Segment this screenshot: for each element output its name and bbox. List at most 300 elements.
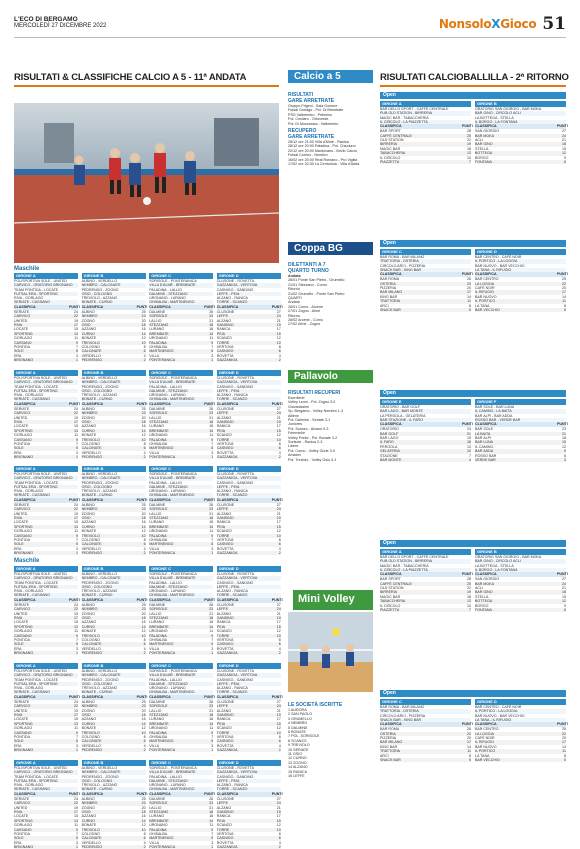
results-block (217, 370, 281, 459)
team-points: 11 (562, 299, 566, 304)
team-points: 6 (143, 836, 146, 841)
team-name: CALCINATE (81, 446, 102, 451)
list-line: Futsal Gorlago - Pol. Di Brembate (288, 108, 344, 113)
result-text: CASNIGO - GANDINO (216, 774, 254, 779)
team-points: 16 (467, 594, 471, 599)
team-points: 26 (209, 602, 214, 607)
team-name: PALADINA (149, 533, 167, 538)
team-points: 4 (143, 840, 146, 845)
team-name: AZZANO (81, 814, 97, 819)
standings-header-points: PUNTI (462, 572, 473, 577)
team-name: ERA (14, 840, 22, 845)
team-name: OSTERIA (380, 731, 396, 736)
result-text: PEDRENGO - ZOGNO (81, 287, 119, 292)
standings-header-label: CLASSIFICA (380, 124, 402, 129)
standings-header-label: CLASSIFICA (14, 694, 36, 699)
team-points: 6 (564, 607, 566, 612)
standings-header-points: PUNTI (204, 791, 215, 796)
team-name: LALLIO (149, 511, 162, 516)
standings-header-points: PUNTI (462, 722, 473, 727)
results-list (380, 705, 471, 722)
team-name: VERDELLO (81, 840, 101, 845)
girone-name: GIRONE B (83, 663, 104, 668)
team-name: PONTIDA (14, 537, 30, 542)
team-name: IL CIRCOLO (380, 155, 401, 160)
team-name: CASNIGO (216, 542, 234, 547)
team-name: CLUSONE (216, 309, 235, 314)
list-line: PSG Valbrembo - Petosino (288, 112, 332, 117)
team-name: IL CAMINO (475, 444, 494, 449)
team-points: 23 (562, 427, 566, 432)
team-points: 17 (467, 290, 471, 295)
results-block (380, 549, 471, 612)
team-name: TABACCHERIA (380, 151, 406, 156)
team-name: PONTIDA (14, 637, 30, 642)
team-name: VERDELLO (81, 353, 101, 358)
team-name: BAR GINO (475, 590, 493, 595)
team-points: 19 (74, 415, 78, 420)
result-text: GAZZANIGA - VERTOVA (216, 476, 258, 481)
team-points: 13 (74, 331, 78, 336)
results-block (475, 549, 566, 612)
team-name: TREVIOLO (81, 730, 100, 735)
team-points: 20 (141, 708, 146, 713)
team-name: SCANZO (216, 336, 232, 341)
team-points: 8 (143, 344, 146, 349)
team-name: CASNIGO (216, 739, 234, 744)
team-points: 5 (469, 757, 471, 762)
team-points: 19 (467, 590, 471, 595)
team-name: VILLA (149, 646, 159, 651)
standings-row (82, 748, 146, 752)
team-points: 12 (276, 726, 281, 731)
masthead (14, 14, 566, 38)
team-name: RIVA (14, 515, 23, 520)
standings-row (475, 608, 566, 612)
list-line: Pol. Di Mozzanica - Valbrembo (288, 121, 339, 126)
result-text: FUTSAL ERA - SPORTING (14, 681, 58, 686)
team-name: SOLE (14, 642, 24, 647)
standings-row (149, 845, 213, 849)
team-name: RIVA (14, 712, 23, 717)
team-name: CARVICO (14, 801, 31, 806)
results-block (217, 566, 281, 655)
team-points: 9 (211, 533, 214, 538)
team-points: 16 (141, 424, 146, 429)
team-points: 23 (141, 704, 146, 709)
team-name: LALLIO (149, 318, 162, 323)
team-points: 14 (141, 524, 146, 529)
team-name: BAR VECCHIO (475, 307, 500, 312)
team-points: 4 (278, 840, 281, 845)
team-points: 17 (276, 520, 281, 525)
results-list (82, 376, 146, 402)
team-points: 6 (143, 739, 146, 744)
team-name: STEZZANO (149, 615, 169, 620)
team-points: 19 (467, 142, 471, 147)
team-name: BAR SPORT (380, 129, 401, 134)
standings-header-label: CLASSIFICA (149, 304, 171, 309)
team-name: OLD STATION (380, 137, 404, 142)
result-text: VILLA D'ALMÈ - BREMBATE (149, 673, 196, 678)
girone-name: GIRONE D (477, 249, 497, 254)
team-points: 24 (276, 411, 281, 416)
result-text: IL CIRCOLO - LA PIAZZETTA (380, 567, 428, 572)
girone-name: GIRONE A (16, 663, 36, 668)
team-points: 6 (278, 836, 281, 841)
team-points: 26 (467, 727, 471, 732)
team-points: 7 (469, 453, 471, 458)
team-points: 5 (564, 307, 566, 312)
team-name: UNITED (14, 415, 28, 420)
team-points: 21 (562, 137, 566, 142)
team-name: BORGO (475, 155, 489, 160)
list-line: Volley Ponte - Pol. Bonate 3-2 (288, 435, 338, 440)
team-points: 17 (276, 424, 281, 429)
team-points: 5 (76, 836, 78, 841)
team-name: MARTINENGO (149, 836, 174, 841)
team-name: TORRE (216, 827, 230, 832)
team-points: 15 (562, 594, 566, 599)
team-name: GANDINO (216, 615, 234, 620)
results-list (475, 107, 566, 124)
team-points: 21 (209, 318, 214, 323)
result-text: PALADINA - LALLIO (149, 287, 182, 292)
team-name: IL PORTICO (475, 299, 496, 304)
result-text: PALADINA - LALLIO (149, 480, 182, 485)
list-line: 27/01 Zogno - Almè (288, 309, 321, 314)
team-name: SOLE (14, 836, 24, 841)
team-points: 12 (141, 529, 146, 534)
standings-row (217, 748, 281, 752)
team-name: DALMINE (149, 602, 166, 607)
result-text: TEAM PONTIDA - LOCATE (14, 580, 59, 585)
standings-header-points: PUNTI (557, 572, 568, 577)
standings-header-points: PUNTI (271, 694, 283, 699)
list-line: 6 BONATE (288, 730, 306, 735)
team-points: 1 (76, 748, 78, 753)
result-text: FUTSAL ERA - SPORTING (14, 778, 58, 783)
results-block (380, 699, 471, 762)
result-text: URGNANO - LURANO (149, 686, 186, 691)
team-points: 22 (467, 585, 471, 590)
results-block (14, 370, 78, 459)
team-points: 21 (209, 805, 214, 810)
list-line: Ritorno (288, 287, 300, 292)
team-name: DALMINE (149, 406, 166, 411)
standings-header-points: PUNTI (204, 694, 215, 699)
standings-row (475, 308, 566, 312)
result-text: TORRE - SCANZO (216, 397, 248, 402)
team-points: 17 (276, 620, 281, 625)
team-name: PEIA (216, 721, 225, 726)
standings-header-points: PUNTI (69, 497, 80, 502)
team-points: 21 (276, 805, 281, 810)
recupero-list (288, 140, 373, 166)
team-name: GHISALBA (149, 734, 168, 739)
team-points: 5 (76, 542, 78, 547)
team-points: 19 (74, 805, 78, 810)
team-points: 24 (74, 309, 78, 314)
girone-name: GIRONE A (16, 566, 36, 571)
team-points: 15 (276, 524, 281, 529)
team-points: 13 (74, 524, 78, 529)
team-points: 17 (562, 740, 566, 745)
standings-header-label: CLASSIFICA (475, 722, 497, 727)
result-text: URGNANO - LURANO (149, 393, 186, 398)
team-points: 18 (141, 712, 146, 717)
team-name: DALMINE (149, 699, 166, 704)
girone-name: GIRONE C (382, 699, 402, 704)
result-text: PALADINA - LALLIO (149, 774, 182, 779)
standings-row (217, 845, 281, 849)
standings-header-label: CLASSIFICA (81, 401, 104, 406)
team-points: 11 (209, 336, 214, 341)
result-text: TREVIOLO - AZZANO (81, 686, 118, 691)
team-points: 23 (141, 314, 146, 319)
team-name: ERA (14, 646, 22, 651)
girone-name: GIRONE B (477, 549, 497, 554)
team-points: 21 (467, 431, 471, 436)
team-name: MAGIC BAR (380, 146, 401, 151)
standings-row (149, 358, 213, 362)
team-name: VILLA (149, 353, 159, 358)
team-points: 28 (467, 577, 471, 582)
team-name: BAR MILANO (380, 290, 403, 295)
team-name: BAR GOLF (380, 431, 399, 436)
standings-row (380, 458, 471, 462)
results-list (475, 705, 566, 722)
team-points: 24 (276, 314, 281, 319)
masthead-info (14, 16, 106, 30)
standings-header-label: CLASSIFICA (14, 401, 36, 406)
team-name: PIZZERIA (380, 285, 397, 290)
team-name: PEDRENGO (81, 845, 103, 849)
team-name: PEDRENGO (81, 358, 103, 363)
results-block (14, 566, 78, 655)
team-points: 10 (276, 633, 281, 638)
results-block (217, 663, 281, 752)
standings-header-points: PUNTI (462, 272, 473, 277)
results-block (217, 760, 281, 849)
label-maschile: Maschile (14, 266, 40, 272)
team-points: 7 (211, 637, 214, 642)
team-points: 4 (278, 546, 281, 551)
girone-name: GIRONE C (151, 466, 171, 471)
team-points: 13 (467, 151, 471, 156)
team-points: 10 (141, 827, 146, 832)
list-line: QUARTI (288, 296, 302, 301)
page-number: 51 (542, 14, 566, 34)
result-text: SNACK BAR - KING BAR (380, 717, 422, 722)
team-points: 22 (74, 801, 78, 806)
standings-row (14, 845, 78, 849)
team-points: 1 (76, 845, 78, 849)
team-name: FONTANA (475, 159, 492, 164)
team-points: 13 (467, 599, 471, 604)
team-points: 26 (209, 502, 214, 507)
team-points: 13 (74, 624, 78, 629)
girone-name: GIRONE A (382, 549, 402, 554)
team-name: COLOGNO (81, 537, 100, 542)
team-points: 1 (211, 551, 214, 556)
team-name: MARTINENGO (149, 642, 174, 647)
team-name: ALBINO (81, 699, 95, 704)
team-points: 25 (562, 277, 566, 282)
team-name: CALCINATE (81, 836, 102, 841)
team-name: CASSANO (14, 533, 32, 538)
list-line: 16 LEFFE (288, 774, 305, 779)
team-points: 15 (562, 146, 566, 151)
team-name: IL RIFUGIO (475, 740, 494, 745)
team-name: CASSANO (14, 730, 32, 735)
team-points: 25 (467, 581, 471, 586)
team-name: SPORTING (14, 428, 33, 433)
team-points: 20 (467, 285, 471, 290)
results-block (149, 466, 213, 555)
coppa-sub: DILETTANTI A 7 (288, 262, 326, 268)
result-text: URGNANO - LURANO (149, 296, 186, 301)
team-name: PIZZERIA (380, 735, 397, 740)
team-points: 16 (209, 620, 214, 625)
team-name: BIRRERIA (380, 142, 397, 147)
team-points: 5 (211, 446, 214, 451)
team-points: 5 (76, 446, 78, 451)
team-points: 19 (74, 708, 78, 713)
result-text: TREVIOLO - AZZANO (81, 589, 118, 594)
team-name: RANICA (216, 814, 231, 819)
results-block (14, 760, 78, 849)
list-line: 17/02 ore 20:30 La Centuriola - Villa d'Adda (288, 162, 360, 167)
team-name: VERTOVA (216, 831, 234, 836)
team-name: TRATTORIA (380, 299, 401, 304)
team-points: 3 (564, 457, 566, 462)
result-text: BAR LAGO - BAR MONTE (380, 409, 423, 414)
standings-header-label: CLASSIFICA (380, 572, 402, 577)
standings-header-label: CLASSIFICA (149, 497, 171, 502)
standings-header-points: PUNTI (271, 401, 283, 406)
team-points: 13 (74, 428, 78, 433)
team-name: PONTERANICA (149, 651, 176, 656)
team-points: 13 (74, 721, 78, 726)
result-text: NEMBRO - CALCINATE (81, 380, 121, 385)
team-name: ARCI (380, 303, 389, 308)
team-points: 10 (141, 437, 146, 442)
team-points: 7 (76, 441, 78, 446)
result-text: ALZANO - RANICA (216, 393, 248, 398)
team-name: GORLAGO (14, 529, 33, 534)
result-text: MAGIC BAR - TABACCHERIA (380, 115, 429, 120)
team-name: CALCINATE (81, 542, 102, 547)
team-points: 25 (141, 502, 146, 507)
team-points: 16 (209, 814, 214, 819)
team-points: 12 (276, 629, 281, 634)
team-points: 14 (141, 721, 146, 726)
results-list (14, 766, 78, 792)
team-points: 15 (74, 520, 78, 525)
result-text: BONATE - CURNO (81, 397, 113, 402)
team-points: 8 (143, 441, 146, 446)
team-points: 26 (209, 309, 214, 314)
team-name: PEIA (216, 524, 225, 529)
team-points: 7 (76, 831, 78, 836)
team-points: 5 (211, 739, 214, 744)
team-points: 8 (564, 303, 566, 308)
team-points: 4 (143, 646, 146, 651)
team-name: SCANZO (216, 433, 232, 438)
team-points: 26 (467, 277, 471, 282)
team-name: BAR CENTRO (475, 727, 499, 732)
list-line: Sp. Bergamo - Volley Nembro 1-3 (288, 409, 344, 414)
team-points: 5 (211, 542, 214, 547)
team-points: 3 (76, 450, 78, 455)
result-text: RIVA - GORLAGO (14, 296, 44, 301)
team-points: 17 (74, 322, 78, 327)
team-points: 12 (562, 444, 566, 449)
girone-name: GIRONE B (83, 466, 104, 471)
team-name: CLUSONE (216, 796, 235, 801)
result-text: LA BOTTEGA - STELLA (475, 115, 514, 120)
standings-row (475, 160, 566, 164)
team-name: ROVETTA (216, 450, 234, 455)
standings-row (149, 748, 213, 752)
result-text: URGNANO - LURANO (149, 589, 186, 594)
result-text: LEFFE - PEIA (216, 584, 240, 589)
team-points: 3 (211, 840, 214, 845)
gare-arretrate-heading: GARE ARRETRATE (288, 98, 335, 104)
team-points: 7 (469, 607, 471, 612)
team-name: GHISALBA (149, 831, 168, 836)
team-points: 5 (564, 757, 566, 762)
team-name: BORGO (475, 603, 489, 608)
result-text: OSIO - COLOGNO (81, 584, 113, 589)
team-points: 3 (76, 353, 78, 358)
list-line: Amatori (288, 453, 301, 458)
team-points: 17 (74, 615, 78, 620)
result-text: DALMINE - STEZZANO (149, 388, 188, 393)
result-text: GHISALBA - MARTINENGO (149, 300, 195, 305)
result-text: SORISOLE - PONTERANICA (149, 572, 197, 576)
team-points: 12 (562, 151, 566, 156)
team-points: 8 (278, 344, 281, 349)
team-points: 7 (211, 734, 214, 739)
coppa-andata: Andata (288, 274, 301, 278)
pallavolo-column (288, 388, 373, 584)
team-name: BREMBATE (149, 721, 169, 726)
standings-header-points: PUNTI (557, 272, 568, 277)
team-points: 8 (278, 537, 281, 542)
team-name: PEDRENGO (81, 551, 103, 556)
team-name: PALADINA (149, 633, 167, 638)
minivolley-sub: LE SOCIETÀ ISCRITTE (288, 702, 343, 708)
results-block (82, 273, 146, 362)
results-block (217, 273, 281, 362)
result-text: TORRE - SCANZO (216, 300, 248, 305)
team-name: PONTIDA (14, 344, 30, 349)
results-block (149, 663, 213, 752)
result-text: ALZANO - RANICA (216, 489, 248, 494)
standings-header-points: PUNTI (136, 791, 148, 796)
results-block (82, 566, 146, 655)
team-name: ACLI (475, 585, 483, 590)
team-points: 1 (76, 358, 78, 363)
team-name: GAZZANIGA (216, 748, 238, 753)
recupero-sub-heading: GARE ARRETRATE (288, 134, 335, 141)
result-text: OSIO - COLOGNO (81, 291, 113, 296)
team-points: 13 (74, 818, 78, 823)
team-points: 15 (74, 814, 78, 819)
team-name: GELATERIA (380, 449, 400, 454)
